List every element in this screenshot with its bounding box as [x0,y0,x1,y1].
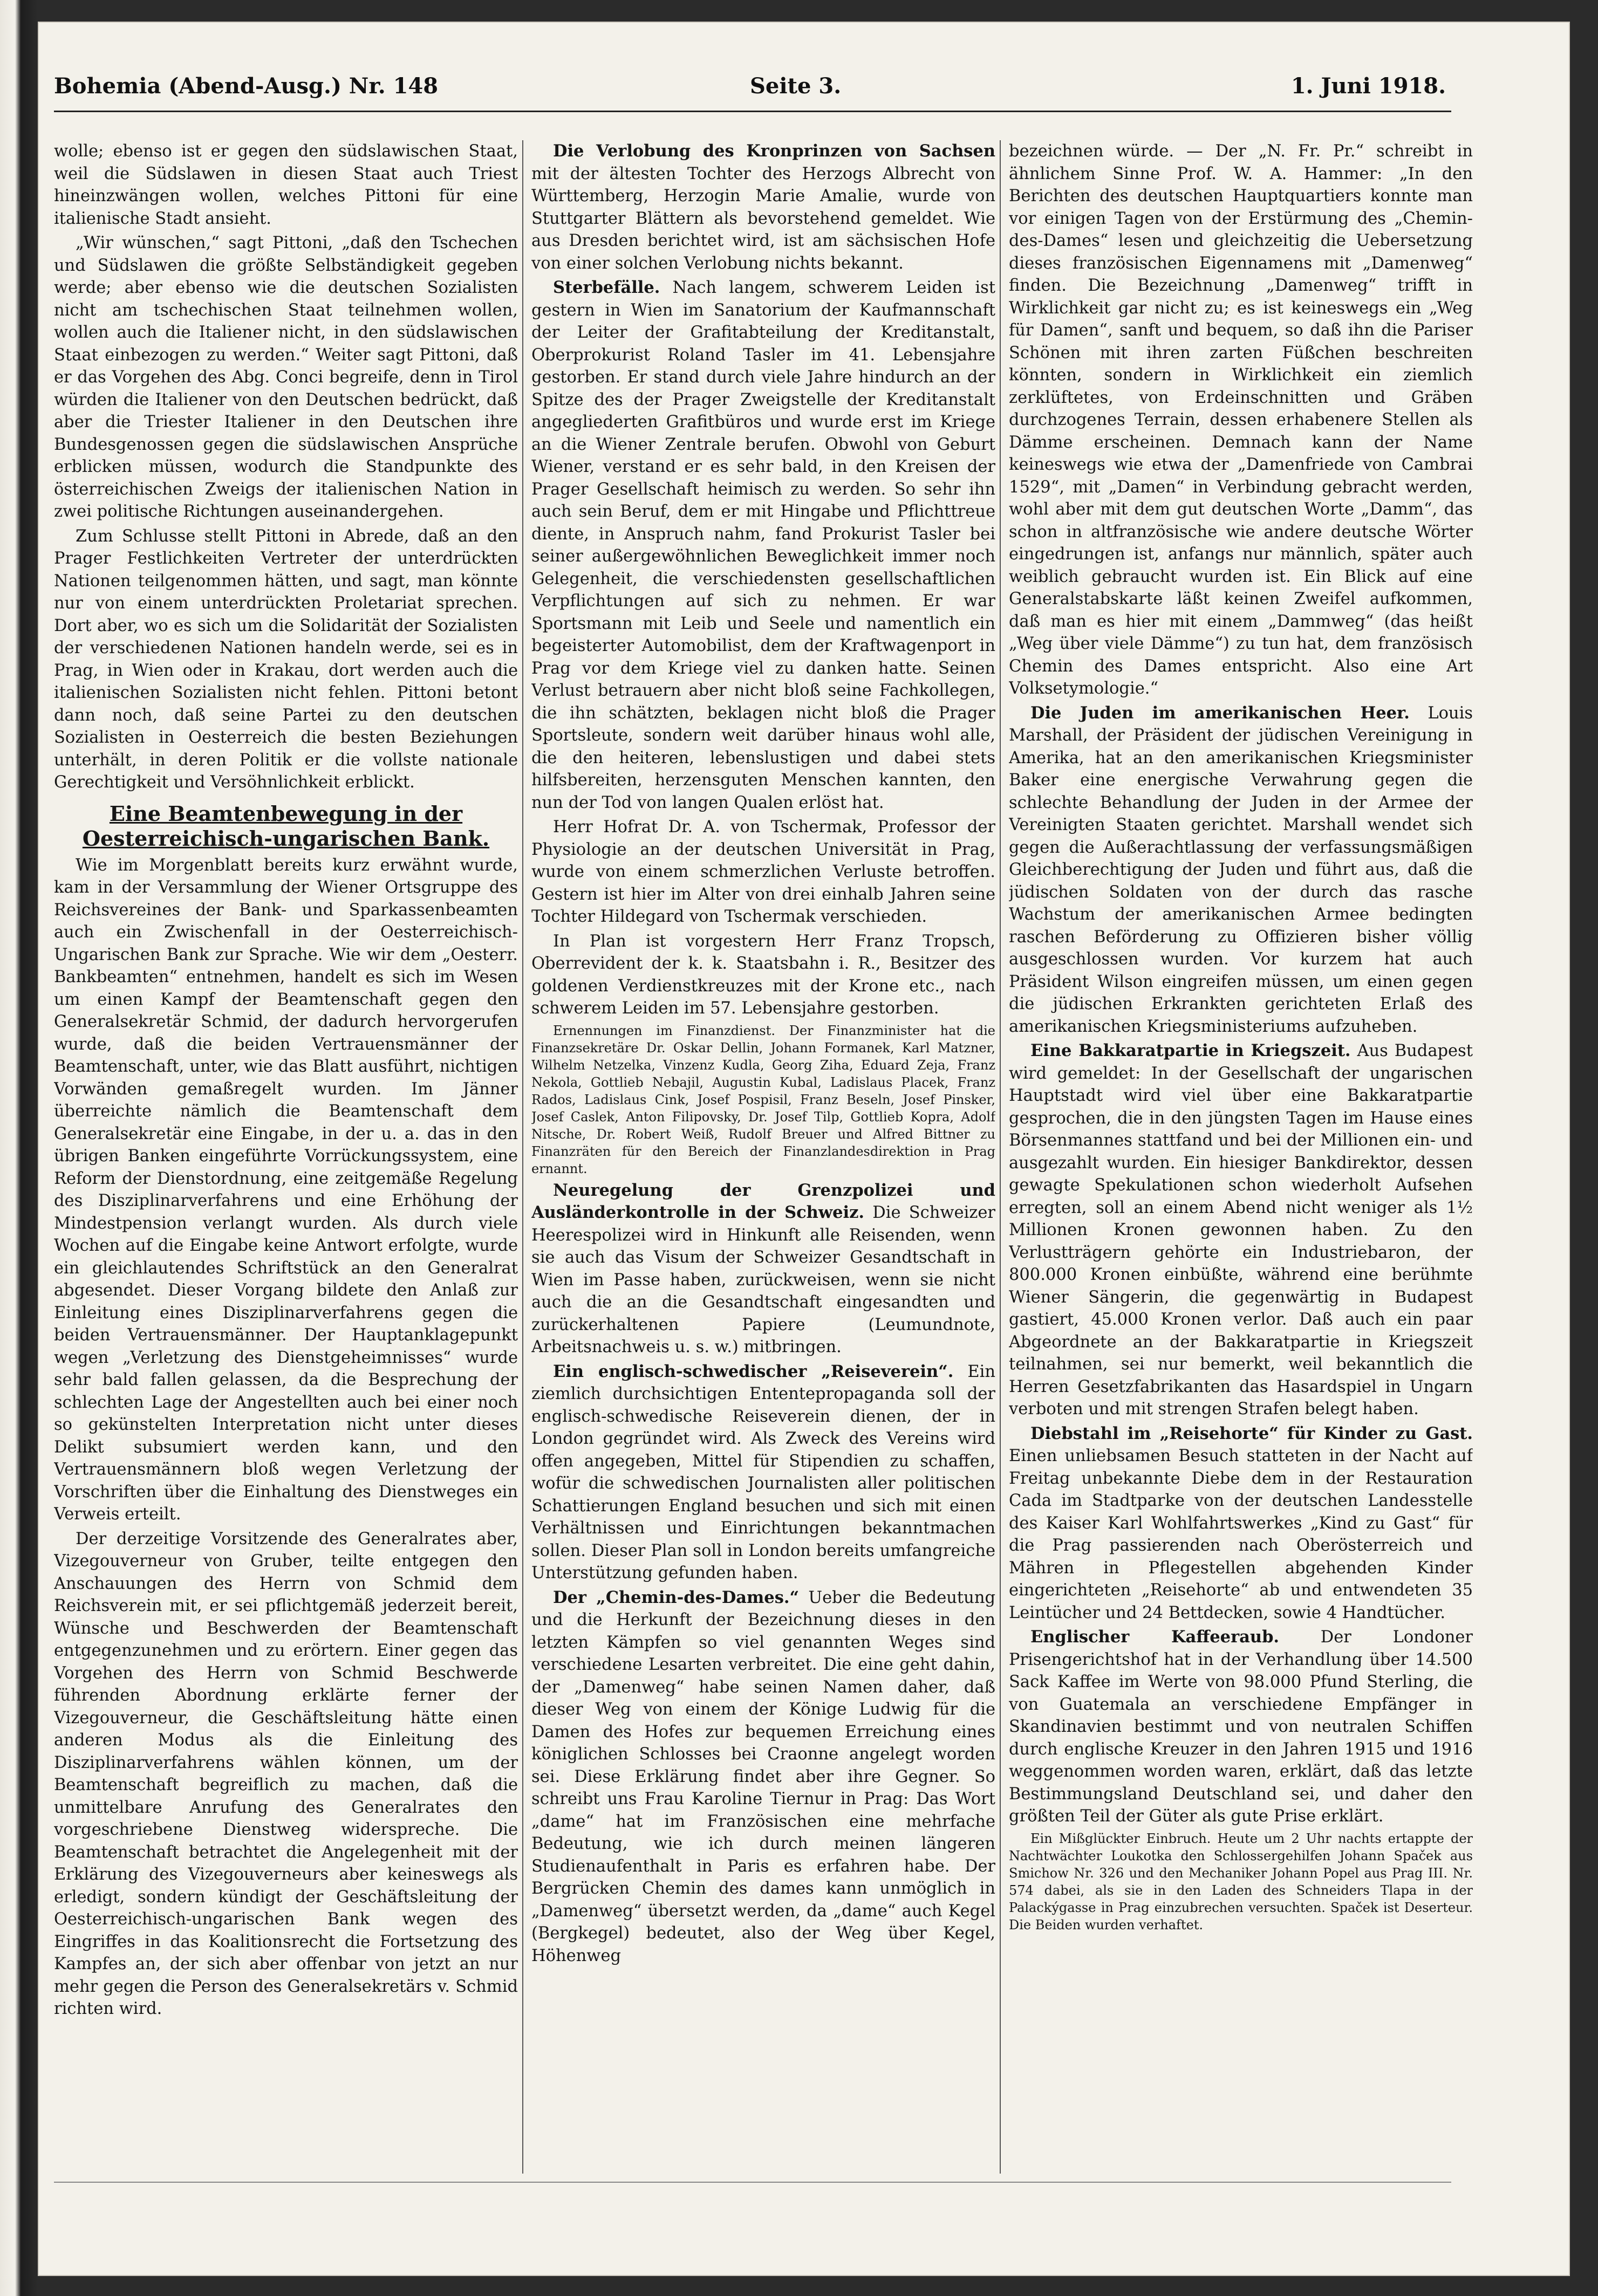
article-paragraph [531,1180,995,1359]
article-paragraph: In Plan ist vorgestern Herr Franz Tropsch, Oberrevident der k. k. Staatsbahn i. R., Besitzer des goldenen Verdienstkreuzes mit der Krone etc., nach schwerem Leiden im 57. Lebensjahre gestorben. [531,931,995,1018]
article-paragraph [531,1361,995,1585]
header-masthead: Bohemia (Abend-Ausg.) Nr. 148 [54,73,439,99]
article-body: Aus Budapest wird gemeldet: In der Gesellschaft der ungarischen Hauptstadt wird viel über eine Bakkaratpartie gesprochen, die in den jüngsten Tagen im Hause eines Börsenmannes stattfand und bei der Millionen ein- und ausgezahlt wurden. Ein hiesiger Bankdirektor, dessen gewagte Spekulationen schon wiederholt Aufsehen erregten, soll an einem Abend nicht weniger als 1½ Millionen Kronen gewonnen haben. Zu den Verlustträgern gehörte ein Industriebaron, der 800.000 Kronen einbüßte, während eine berühmte Wiener Sängerin, die gegenwärtig in Budapest gastiert, 45.000 Kronen verlor. Daß auch ein paar Abgeordnete an der Bakkaratpartie in Kriegszeit teilnahmen, sei nur bemerkt, weil bekanntlich die Herren Gesetzfabrikanten das Hasardspiel in Ungarn verboten und mit strengen Strafen belegt haben. [1009,1041,1473,1418]
article-paragraph: Der derzeitige Vorsitzende des Generalrates aber, Vizegouverneur von Gruber, teilte entgegen den Anschauungen des Herrn von Schmid dem Reichsverein mit, er sei pflichtgemäß jederzeit bereit, Wünsche und Beschwerden der Beamtenschaft entgegenzunehmen und zu erörtern. Einer gegen das Vorgehen des Herrn von Schmid Beschwerde führenden Abordnung erklärte ferner der Vizegouverneur, die Geschäftsleitung hätte einen anderen Modus als die Einleitung des Disziplinarverfahrens wählen können, um der Beamtenschaft begreiflich zu machen, daß die unmittelbare Anrufung des Generalrates den vorgeschriebene Dienstweg widerspreche. Die Beamtenschaft betrachtet die Angelegenheit mit der Erklärung des Vizegouverneurs aber keineswegs als erledigt, sondern kündigt der Geschäftsleitung der Oesterreichisch-ungarischen Bank wegen des Eingriffes in das Koalitionsrecht die Fortsetzung des Kampfes an, der sich aber offenbar von jetzt an nur mehr gegen die Person des Generalsekretärs v. Schmid richten wird. [54,1529,518,2018]
article-paragraph: bezeichnen würde. — Der „N. Fr. Pr.“ schreibt in ähnlichem Sinne Prof. W. A. Hammer: „In den Berichten des deutschen Hauptquartiers konnte man vor einigen Tagen von der Erstürmung des „Chemin-des-Dames“ lesen und gleichzeitig die Uebersetzung dieses französischen Eigennamens mit „Damenweg“ finden. Die Bezeichnung „Damenweg“ trifft in Wirklichkeit gar nicht zu; es ist keineswegs ein „Weg für Damen“, sanft und bequem, so daß ihn die Pariser Schönen mit ihren zarten Füßchen beschreiten könnten, sondern in Wirklichkeit ein ziemlich zerklüftetes, von Erdeinschnitten und Gräben durchzogenes Terrain, dessen erhabenere Stellen als Dämme erscheinen. Demnach kann der Name keineswegs wie etwa der „Damenfriede von Cambrai 1529“, mit „Damen“ in Verbindung gebracht werden, wohl aber mit dem gut deutschen Worte „Damm“, das schon in altfranzösische wie andere deutsche Wörter eingedrungen ist, anfangs nur männlich, später auch weiblich gebraucht wurden ist. Ein Blick auf eine Generalstabskarte läßt keinen Zweifel aufkommen, daß man es hier mit einem „Dammweg“ (das heißt „Weg über viele Dämme“) zu tun hat, dem französisch Chemin des Dames entspricht. Also eine Art Volksetymologie.“ [1009,142,1473,698]
article-body: Einen unliebsamen Besuch statteten in der Nacht auf Freitag unbekannte Diebe dem in der Restauration Cada im Stadtparke von der deutschen Landesstelle des Kaiser Karl Wohlfahrtswerkes „Kind zu Gast“ für die Prag passierenden nach Oberösterreich und Mähren in Pflegestellen abgehenden Kinder eingerichteten „Reisehorte“ ab und entwendeten 35 Leintücher und 24 Bettdecken, sowie 4 Handtücher. [1009,1447,1473,1622]
article-paragraph: „Wir wünschen,“ sagt Pittoni, „daß den Tschechen und Südslawen die größte Selbständigkeit gegeben werde; aber ebenso wie die deutschen Sozialisten nicht am tschechischen Staat teilnehmen wollen, wollen auch die Italiener nicht, in den südslawischen Staat einbezogen zu werden.“ Weiter sagt Pittoni, daß er das Vorgehen des Abg. Conci begreife, denn in Tirol würden die Italiener von den Deutschen bedrückt, daß aber die Triester Italiener in den Deutschen ihre Bundesgenossen gegen die südslawischen Ansprüche erblicken müssen, wodurch die Standpunkte des österreichischen Zweigs der italienischen Nation in zwei politische Richtungen auseinandergehen. [54,234,518,521]
column-3 [1009,140,1473,2179]
article-lead: Sterbefälle. [553,278,660,297]
scan-left-edge [0,0,38,2296]
article-lead: Englischer Kaffeeraub. [1030,1627,1280,1647]
header-page-number: Seite 3. [750,73,842,99]
article-body: mit der ältesten Tochter des Herzogs Albrecht von Württemberg, Herzogin Marie Amalie, wurde von Stuttgarter Blättern als bevorstehend gemeldet. Wie aus Dresden berichtet wird, ist am sächsischen Hofe von einer solchen Verlobung nichts bekannt. [531,164,995,273]
article-body: Nach langem, schwerem Leiden ist gestern in Wien im Sanatorium der Kaufmannschaft der Leiter der Grafitabteilung der Kreditanstalt, Oberprokurist Roland Tasler im 41. Lebensjahre gestorben. Er stand durch viele Jahre hindurch an der Spitze des der Prager Zweigstelle der Kreditanstalt angegliederten Grafitbüros und wurde erst im Kriege an die Wiener Zentrale berufen. Obwohl von Geburt Wiener, verstand er es sehr bald, in den Kreisen der Prager Gesellschaft heimisch zu werden. So sehr ihn auch sein Beruf, dem er mit Hingabe und Pflichttreue diente, in Anspruch nahm, fand Prokurist Tasler bei seiner außergewöhnlichen Beweglichkeit immer noch Gelegenheit, die verschiedensten gesellschaftlichen Verpflichtungen auf sich zu nehmen. Er war Sportsmann mit Leib und Seele und namentlich ein begeisterter Automobilist, dem der Kraftwagenport in Prag vor dem Kriege viel zu danken hatte. Seinen Verlust betrauern aber nicht bloß seine Fachkollegen, die ihn schätzten, beklagen nicht bloß die Prager Sportsleute, sondern weit darüber hinaus wohl alle, die den heiteren, lebenslustigen und dabei stets hilfsbereiten, herzensguten Menschen kannten, den nun der Tod von langen Qualen erlöst hat. [531,278,995,812]
article-body: Ueber die Bedeutung und die Herkunft der Bezeichnung dieses in den letzten Kämpfen so viel genannten Weges sind verschiedene Lesarten verbreitet. Die eine geht dahin, der „Damenweg“ habe seinen Namen daher, daß dieser Weg von einem der Könige Ludwig für die Damen des Hofes zur bequemen Erreichung eines königlichen Schlosses bei Craonne angelegt worden sei. Diese Erklärung findet aber ihre Gegner. So schreibt uns Frau Karoline Tiernur in Prag: Das Wort „dame“ hat im Französischen eine mehrfache Bedeutung, wie ich durch meinen längeren Studienaufenthalt in Paris es erfahren habe. Der Bergrücken Chemin des dames kann unmöglich in „Damenweg“ übersetzt werden, da „dame“ auch Kegel (Bergkegel) bedeutet, also der Weg über Kegel, Höhenweg [531,1588,995,1965]
header-date: 1. Juni 1918. [1290,73,1446,99]
article-paragraph [1009,702,1473,1038]
article-body: Der Londoner Prisengerichtshof hat in der Verhandlung über 14.500 Sack Kaffee im Werte von 98.000 Pfund Sterling, die von Guatemala an verschiedene Empfänger in Skandinavien bestimmt und von neutralen Schiffen durch englische Kreuzer in den Jahren 1915 und 1916 weggenommen worden waren, erklärt, daß das letzte Bestimmungsland Deutschland sei, und daher den größten Teil der Güter als gute Prise erklärt. [1009,1628,1473,1826]
article-paragraph [1009,1626,1473,1828]
column-2 [531,140,995,2179]
article-paragraph: Zum Schlusse stellt Pittoni in Abrede, daß an den Prager Festlichkeiten Vertreter der unterdrückten Nationen teilgenommen hätten, und sagt, man könnte nur von einem unterdrückten Proletariat sprechen. Dort aber, wo es sich um die Solidarität der Sozialisten der verschiedenen Nationen handeln werde, sei es in Prag, in Wien oder in Krakau, dort werden auch die italienischen Sozialisten nicht fehlen. Pittoni betont dann noch, daß seine Partei zu den deutschen Sozialisten in Oesterreich die besten Beziehungen unterhält, in deren Politik er die vollste nationale Gerechtigkeit und Versöhnlichkeit erblickt. [54,526,518,792]
article-body: Die Schweizer Heerespolizei wird in Hinkunft alle Reisenden, wenn sie auch das Visum der Schweizer Gesandtschaft in Wien im Passe haben, zurückweisen, wenn sie nicht auch die an die Gesandtschaft eingesandten und zurückerhaltenen Papiere (Leumundnote, Arbeitsnachweis u. s. w.) mitbringen. [531,1203,995,1356]
article-lead: Die Juden im amerikanischen Heer. [1030,703,1410,723]
article-lead: Diebstahl im „Reisehorte“ für Kinder zu Gast. [1030,1423,1473,1443]
article-lead: Neuregelung der Grenzpolizei und Ausländerkontrolle in der Schweiz. [531,1180,995,1222]
column-1 [54,140,518,2179]
article-lead: Die Verlobung des Kronprinzen von Sachsen [553,141,995,161]
article-paragraph [531,1587,995,1968]
article-paragraph [531,277,995,814]
article-paragraph [1009,1423,1473,1625]
page-header [54,64,1446,107]
article-paragraph-small: Ein Mißglückter Einbruch. Heute um 2 Uhr nachts ertappte der Nachtwächter Loukotka den Schlossergehilfen Johann Spaček aus Smichow Nr. 326 und den Mechaniker Johann Popel aus Prag III. Nr. 574 dabei, als sie in den Laden des Schneiders Tlapa in der Palackýgasse in Prag einzubrechen versuchten. Spaček ist Deserteur. Die Beiden wurden verhaftet. [1009,1831,1473,1932]
article-paragraph-small: Ernennungen im Finanzdienst. Der Finanzminister hat die Finanzsekretäre Dr. Oskar Dellin, Johann Formanek, Karl Matzner, Wilhelm Netzelka, Vinzenz Kudla, Georg Ziha, Eduard Zeja, Franz Nekola, Gottlieb Nebajil, Augustin Kubal, Ladislaus Placek, Franz Rados, Ladislaus Cink, Josef Pospisil, Franz Beseln, Josef Pinsker, Josef Caslek, Anton Filipovsky, Dr. Josef Tilp, Gottlieb Kopra, Adolf Nitsche, Dr. Robert Weiß, Rudolf Breuer und Alfred Bittner zu Finanzräten für den Bereich der Finanzlandesdirektion in Prag ernannt. [531,1023,995,1176]
article-paragraph [531,140,995,275]
article-body: Ein ziemlich durchsichtigen Ententepropaganda soll der englisch-schwedische Reiseverein dienen, der in London gegründet wird. Als Zweck des Vereins wird offen angegeben, Mittel für Stipendien zu schaffen, wofür die schwedischen Journalisten aller politischen Schattierungen England besuchen und sich mit einen Verhältnissen und Einrichtungen bekanntmachen sollen. Dieser Plan soll in London bereits umfangreiche Unterstützung gefunden haben. [531,1362,995,1582]
column-divider-2 [1000,140,1001,2174]
article-lead: Eine Bakkaratpartie in Kriegszeit. [1030,1041,1351,1060]
column-divider-1 [522,140,523,2174]
article-body: Louis Marshall, der Präsident der jüdischen Vereinigung in Amerika, hat an den amerikanischen Kriegsminister Baker eine energische Verwahrung gegen die schlechte Behandlung der Juden in der Armee der Vereinigten Staaten gerichtet. Marshall wendet sich gegen die Außerachtlassung der verfassungsmäßigen Gleichberechtigung der Juden und führt aus, daß die jüdischen Soldaten von der durch das rasche Wachstum der amerikanischen Armee bedingten raschen Beförderung zu Offizieren bisher völlig ausgeschlossen wurden. Vor kurzem hat auch Präsident Wilson eingreifen müssen, um einen gegen die jüdischen Erkrankten gerichteten Erlaß des amerikanischen Kriegsministeriums aufzuheben. [1009,703,1473,1036]
article-lead: Der „Chemin-des-Dames.“ [553,1587,800,1607]
article-heading: Eine Beamtenbewegung in der Oesterreichisch-ungarischen Bank. [82,801,490,851]
footer-rule [54,2182,1451,2183]
article-lead: Ein englisch-schwedischer „Reiseverein“. [553,1361,954,1381]
article-paragraph: Wie im Morgenblatt bereits kurz erwähnt wurde, kam in der Versammlung der Wiener Ortsgruppe des Reichsvereines der Bank- und Sparkassenbeamten auch ein Zwischenfall in der Oesterreichisch-Ungarischen Bank zur Sprache. Wie wir dem „Oesterr. Bankbeamten“ entnehmen, handelt es sich im Wesen um einen Kampf der Beamtenschaft gegen den Generalsekretär Schmid, der dadurch hervorgerufen wurde, daß die beiden Vertrauensmänner der Beamtenschaft, unter, wie das Blatt ausführt, nichtigen Vorwänden gemaßregelt wurden. Im Jänner überreichte nämlich die Beamtenschaft dem Generalsekretär eine Eingabe, in der u. a. das in den übrigen Banken eingeführte Vorrückungssystem, eine Reform der Dienstordnung, eine zeitgemäße Regelung des Disziplinarverfahrens und eine Erhöhung der Mindestpension verlangt wurden. Als durch viele Wochen auf die Eingabe keine Antwort erfolgte, wurde ein gleichlautendes Schriftstück an den Generalrat abgesendet. Dieser Vorgang bildete den Anlaß zur Einleitung eines Disziplinarverfahrens gegen die beiden Vertrauensmänner. Der Hauptanklagepunkt wegen „Verletzung des Dienstgeheimnisses“ wurde sehr bald fallen gelassen, da die Besprechung der schlechten Lage der Angestellten auch bei einer noch so gekünstelten Interpretation nicht unter dieses Delikt subsumiert werden kann, und den Vertrauensmännern bloß wegen Verletzung der Vorschriften über die Einhaltung des Dienstweges ein Verweis erteilt. [54,855,518,1524]
header-rule [54,111,1451,112]
article-paragraph: Herr Hofrat Dr. A. von Tschermak, Professor der Physiologie an der deutschen Universität in Prag, wurde von einem schmerzlichen Verluste betroffen. Gestern ist hier im Alter von drei einhalb Jahren seine Tochter Hildegard von Tschermak verschieden. [531,818,995,926]
article-paragraph: wolle; ebenso ist er gegen den südslawischen Staat, weil die Südslawen in diesen Staat auch Triest hineinzwängen wollen, welches Pittoni für eine italienische Stadt ansieht. [54,142,518,228]
article-paragraph [1009,1040,1473,1421]
